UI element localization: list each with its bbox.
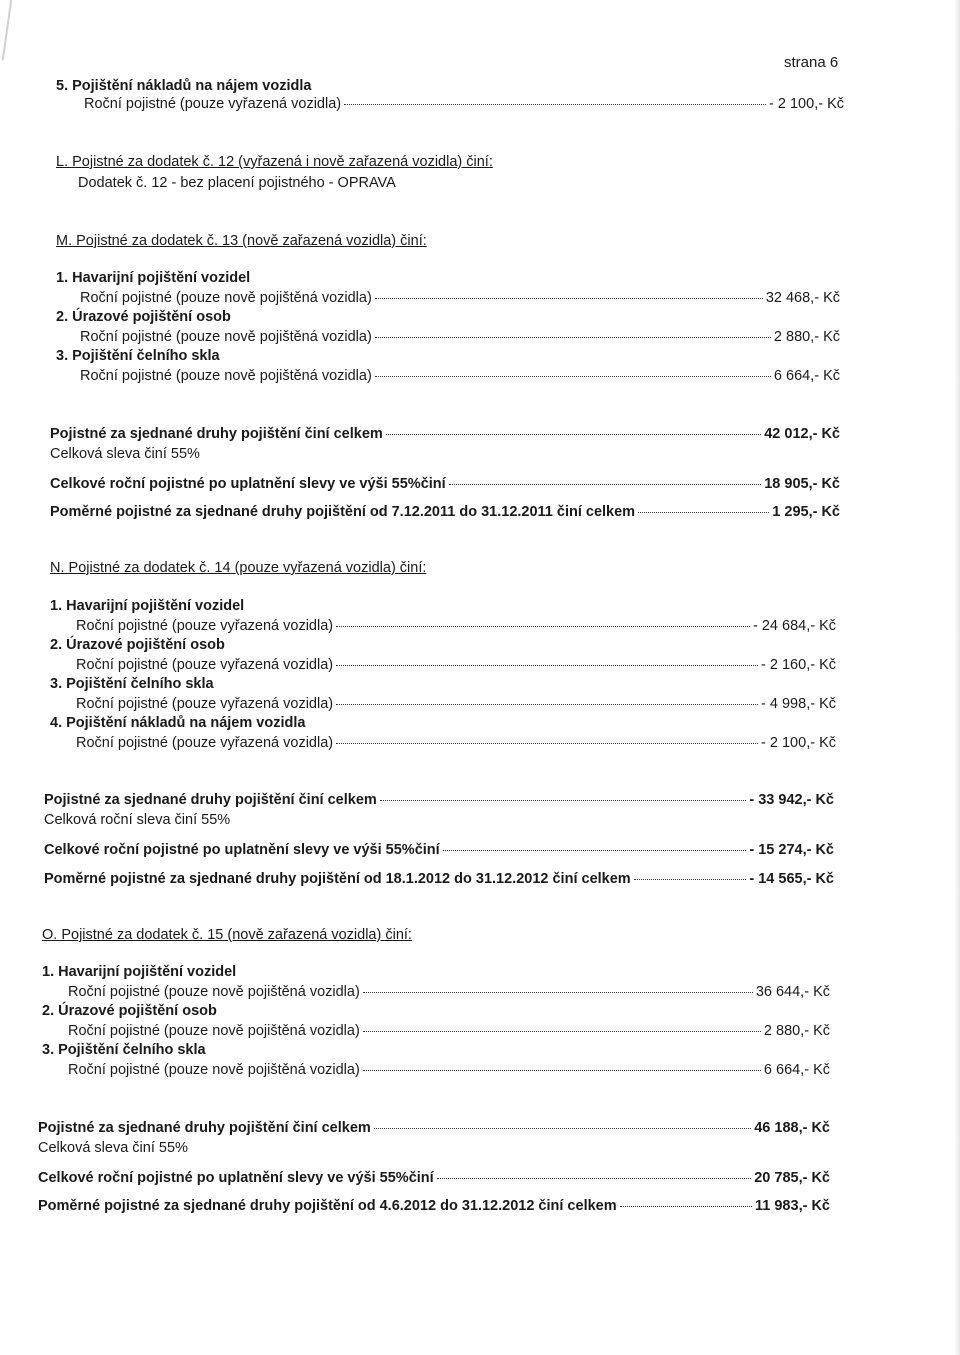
row-label: Roční pojistné (pouze vyřazená vozidla) [76,696,334,712]
o-after-discount-row [38,1170,830,1186]
row-label: Roční pojistné (pouze nově pojištěná vozidla) [68,1023,360,1039]
scan-artifact [2,0,12,60]
row-label: Roční pojistné (pouze vyřazená vozidla) [76,735,334,751]
n-item3-heading: 3. Pojištění čelního skla [50,676,214,692]
leader-dots [375,337,771,338]
n-item1-heading: 1. Havarijní pojištění vozidel [50,598,245,614]
row-label: Roční pojistné (pouze nově pojištěná vozidla) [80,290,372,306]
leader-dots [437,1178,752,1179]
row-label: Roční pojistné (pouze nově pojištěná vozidla) [68,984,360,1000]
leader-dots [375,376,771,377]
leader-dots [374,1128,751,1129]
m-item3-row [80,368,840,384]
o-item3-heading: 3. Pojištění čelního skla [42,1042,206,1058]
row-value: 18 905,- Kč [764,476,840,492]
leader-dots [620,1206,752,1207]
row-value: - 2 100,- Kč [761,735,836,751]
o-prorata-row [38,1198,830,1214]
n-item1-row [76,618,836,634]
m-discount: Celková sleva činí 55% [50,446,200,462]
n-item4-row [76,735,836,751]
leader-dots [336,626,750,627]
leader-dots [443,850,747,851]
row-value: 46 188,- Kč [754,1120,830,1136]
row-value: 32 468,- Kč [765,290,840,306]
leader-dots [336,665,758,666]
o-item2-heading: 2. Úrazové pojištění osob [42,1003,217,1019]
page-number: strana 6 [784,54,839,71]
section-o-title: O. Pojistné za dodatek č. 15 (nově zařazená vozidla) činí: [42,927,412,943]
m-item1-heading: 1. Havarijní pojištění vozidel [56,270,251,286]
row-label: Roční pojistné (pouze vyřazená vozidla) [76,657,334,673]
row-value: - 14 565,- Kč [749,871,834,887]
row-value: - 24 684,- Kč [752,618,836,634]
n-item4-heading: 4. Pojištění nákladů na nájem vozidla [50,715,306,731]
leader-dots [375,298,763,299]
n-prorata-row [44,871,834,887]
row-value: - 2 100,- Kč [769,96,844,112]
leader-dots [634,879,747,880]
m-prorata-row [50,504,840,520]
row-label: Pojistné za sjednané druhy pojištění činí celkem [50,426,383,442]
row-label: Poměrné pojistné za sjednané druhy pojištění od 18.1.2012 do 31.12.2012 činí celkem [44,871,631,887]
row-label: Pojistné za sjednané druhy pojištění činí celkem [44,792,377,808]
row-label: Celkové roční pojistné po uplatnění slevy ve výši 55%činí [44,842,440,858]
m-item3-heading: 3. Pojištění čelního skla [56,348,220,364]
n-after-discount-row [44,842,834,858]
row-value: - 15 274,- Kč [749,842,834,858]
row-value: 2 880,- Kč [763,1023,830,1039]
section-l-note: Dodatek č. 12 - bez placení pojistného - OPRAVA [78,175,396,191]
row-value: - 33 942,- Kč [749,792,834,808]
section-m-title: M. Pojistné za dodatek č. 13 (nově zařazená vozidla) činí: [56,233,427,249]
m-after-discount-row [50,476,840,492]
leader-dots [363,1070,761,1071]
row-value: 36 644,- Kč [755,984,830,1000]
leader-dots [638,512,769,513]
n-item3-row [76,696,836,712]
n-item2-heading: 2. Úrazové pojištění osob [50,637,225,653]
section-l-title: L. Pojistné za dodatek č. 12 (vyřazená i nově zařazená vozidla) činí: [56,154,493,170]
row-value: 2 880,- Kč [773,329,840,345]
n-item2-row [76,657,836,673]
leader-dots [363,1031,761,1032]
o-item1-heading: 1. Havarijní pojištění vozidel [42,964,237,980]
row-label: Roční pojistné (pouze vyřazená vozidla) [76,618,334,634]
m-item1-row [80,290,840,306]
leader-dots [449,484,762,485]
row-value: - 4 998,- Kč [761,696,836,712]
o-discount: Celková sleva činí 55% [38,1140,188,1156]
o-item1-row [68,984,830,1000]
row-value: 1 295,- Kč [772,504,840,520]
s5-premium-row [84,96,844,112]
section-n-title: N. Pojistné za dodatek č. 14 (pouze vyřazená vozidla) činí: [50,560,427,576]
n-discount: Celková roční sleva činí 55% [44,812,231,828]
row-label: Celkové roční pojistné po uplatnění slevy ve výši 55%činí [38,1170,434,1186]
scan-edge [954,0,960,1355]
leader-dots [336,743,758,744]
row-label: Roční pojistné (pouze nově pojištěná vozidla) [80,329,372,345]
row-label: Roční pojistné (pouze nově pojištěná vozidla) [68,1062,360,1078]
leader-dots [344,104,766,105]
row-label: Poměrné pojistné za sjednané druhy pojištění od 7.12.2011 do 31.12.2011 činí celkem [50,504,636,520]
row-label: Poměrné pojistné za sjednané druhy pojištění od 4.6.2012 do 31.12.2012 činí celkem [38,1198,617,1214]
m-item2-heading: 2. Úrazové pojištění osob [56,309,231,325]
m-total-row [50,426,840,442]
row-value: 6 664,- Kč [773,368,840,384]
row-value: 42 012,- Kč [764,426,840,442]
o-item3-row [68,1062,830,1078]
s5-heading: 5. Pojištění nákladů na nájem vozidla [56,78,312,94]
row-value: - 2 160,- Kč [761,657,836,673]
o-total-row [38,1120,830,1136]
row-label: Roční pojistné (pouze vyřazená vozidla) [84,96,342,112]
o-item2-row [68,1023,830,1039]
row-value: 6 664,- Kč [763,1062,830,1078]
n-total-row [44,792,834,808]
row-label: Roční pojistné (pouze nově pojištěná vozidla) [80,368,372,384]
row-value: 20 785,- Kč [754,1170,830,1186]
row-label: Celkové roční pojistné po uplatnění slevy ve výši 55%činí [50,476,446,492]
leader-dots [380,800,747,801]
leader-dots [363,992,753,993]
row-value: 11 983,- Kč [755,1198,830,1214]
leader-dots [386,434,761,435]
m-item2-row [80,329,840,345]
leader-dots [336,704,758,705]
row-label: Pojistné za sjednané druhy pojištění činí celkem [38,1120,371,1136]
